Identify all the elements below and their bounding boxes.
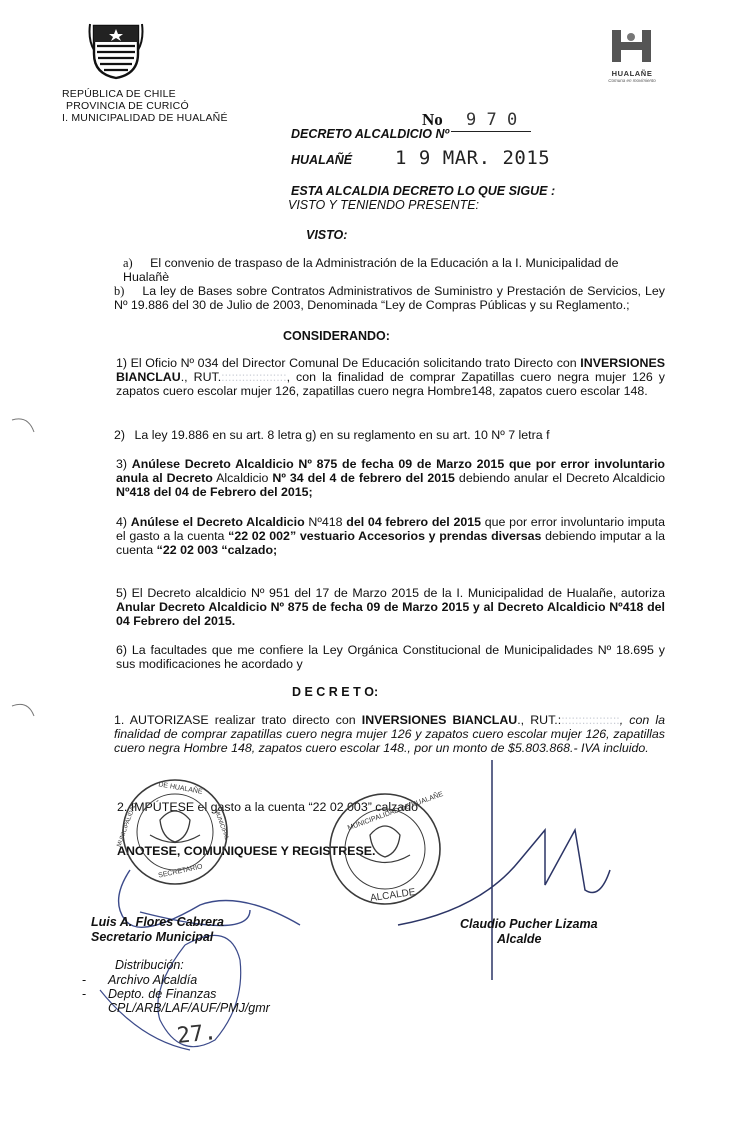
distribution-item-2: [82, 987, 270, 1001]
considerando-item-6: [116, 643, 665, 671]
distribution-item-2-text: Depto. de Finanzas: [108, 987, 217, 1001]
decree-number: 9 7 0: [466, 110, 518, 130]
secretary-name: Luis A. Flores Cabrera: [91, 915, 224, 929]
distribution-marker-1: -: [82, 973, 87, 987]
c3-bold-2: Nº 34 del 4 de febrero del 2015: [272, 471, 455, 486]
province-text: PROVINCIA DE CURICÓ: [66, 100, 189, 112]
c1-text-2: ., RUT.: [180, 370, 222, 385]
handwritten-note: 27.: [175, 1019, 218, 1050]
hualane-logo: [604, 28, 660, 84]
date-stamp: 1 9 MAR. 2015: [395, 147, 551, 169]
resolution-2: 2. IMPÚTESE el gasto a la cuenta “22 02 003” calzado: [117, 800, 418, 814]
logo-subtext: Comuna en movimiento: [608, 78, 656, 83]
left-stamp-side2: MUNICIPAL: [212, 808, 230, 842]
r1-text-3: , con la finalidad de comprar zapatillas cuero negra mujer 126 y zapatos cuero escolar mujer 126, zapatillas cuero negra Hombre 148, zapatos cuero escolar 148., por un monto de $5.803.868.- IVA incluido.: [114, 713, 665, 756]
considerando-item-1: [116, 356, 665, 399]
number-dash: [451, 131, 531, 132]
c3-text-2: debiendo anular el Decreto Alcaldicio: [454, 471, 665, 486]
visto-text-a: El convenio de traspaso de la Administración de la Educación a la I. Municipalidad de Hualañè: [123, 256, 619, 285]
hualane-logo-icon: [604, 28, 660, 64]
resolution-3: ANOTESE, COMUNIQUESE Y REGISTRESE.: [117, 844, 376, 858]
considerando-marker-6: 6): [116, 643, 128, 657]
no-mark: No: [422, 110, 443, 129]
r1-company: INVERSIONES BIANCLAU: [361, 713, 518, 727]
c3-text-1: Alcaldicio: [212, 471, 273, 486]
country-text: REPÚBLICA DE CHILE: [62, 88, 176, 100]
c1-text-1: El Oficio Nº 034 del Director Comunal De Educación solicitando trato Directo con: [130, 356, 581, 370]
heading-visto-teniendo: VISTO Y TENIENDO PRESENTE:: [288, 198, 480, 212]
considerando-marker-3: 3): [116, 457, 128, 471]
left-stamp-top: DE HUALAÑE: [157, 781, 204, 796]
mayor-signature: [398, 760, 610, 980]
coat-of-arms-icon: [88, 20, 144, 80]
c4-bold-4: “22 02 003 “calzado;: [156, 543, 278, 558]
considerando-item-3: [116, 457, 665, 500]
issuer-block: [62, 88, 228, 124]
c1-text-3: , con la finalidad de comprar Zapatillas cuero negra mujer 126 y zapatos cuero escolar mujer 126, zapatillas cuero negra Hombre148, zapatos cuero escolar 148.: [116, 370, 665, 399]
r1-rut-redacted: :::::::::::::::::: [561, 713, 620, 727]
c4-bold-1: Anúlese el Decreto Alcaldicio: [130, 515, 305, 529]
distribution-title: Distribución:: [115, 958, 184, 972]
c5-text-1: El Decreto alcaldicio Nº 951 del 17 de Marzo 2015 de la I. Municipalidad de Hualañe, autoriza: [131, 586, 665, 600]
c4-bold-2: del 04 febrero del 2015: [346, 515, 482, 529]
left-stamp-side1: MUNICIPALIDAD: [116, 802, 139, 848]
secretary-title: Secretario Municipal: [91, 930, 214, 944]
mayor-title: Alcalde: [497, 932, 542, 946]
considerando-title: CONSIDERANDO:: [283, 329, 390, 343]
distribution-marker-2: -: [82, 987, 87, 1001]
visto-text-b: La ley de Bases sobre Contratos Administrativos de Suministro y Prestación de Servicios, Ley Nº 19.886 del 30 de Julio de 2003, Denominada “Ley de Compras Públicas y su Reglamento.;: [114, 284, 665, 313]
place-text: HUALAÑÉ: [291, 153, 353, 167]
logo-text: HUALAÑE: [611, 69, 653, 78]
heading-decree: ESTA ALCALDIA DECRETO LO QUE SIGUE :: [291, 184, 556, 198]
visto-title: VISTO:: [306, 228, 348, 242]
considerando-item-5: [116, 586, 665, 629]
c3-bold-1: Anúlese Decreto Alcaldicio Nº 875 de fecha 09 de Marzo 2015 que por error involuntario anula al Decreto: [116, 457, 665, 486]
considerando-marker-2: 2): [114, 428, 126, 442]
decree-label: DECRETO ALCALDICIO Nº: [291, 127, 450, 141]
c4-text-1: Nº418: [304, 515, 347, 529]
visto-item-b: [114, 284, 665, 312]
c5-bold-1: Anular Decreto Alcaldicio Nº 875 de fecha 09 de Marzo 2015 y al Decreto Alcaldicio Nº418 del 04 Febrero del 2015.: [116, 600, 665, 629]
decreto-title: D E C R E T O:: [292, 685, 379, 699]
distribution-item-1-text: Archivo Alcaldía: [108, 973, 198, 987]
considerando-marker-5: 5): [116, 586, 128, 600]
right-stamp-top: MUNICIPALIDAD DE HUALAÑE: [346, 790, 445, 833]
distribution-list: [82, 973, 270, 1015]
visto-marker-a: a): [123, 256, 133, 270]
c3-bold-3: Nº418 del 04 de Febrero del 2015;: [116, 485, 313, 500]
c6-text: La facultades que me confiere la Ley Orgánica Constitucional de Municipalidades Nº 18.695 y sus modificaciones he acordado y: [116, 643, 665, 672]
c4-text-3: debiendo imputar a la cuenta: [116, 529, 665, 558]
c4-text-2: que por error involuntario imputa el gasto a la cuenta: [116, 515, 665, 544]
coat-of-arms-logo: [88, 20, 144, 80]
considerando-marker-4: 4): [116, 515, 128, 529]
resolution-1: [114, 713, 665, 756]
distribution-initials: CPL/ARB/LAF/AUF/PMJ/gmr: [108, 1001, 270, 1015]
visto-item-a: [123, 256, 665, 284]
distribution-item-1: [82, 973, 270, 987]
considerando-marker-1: 1): [116, 356, 128, 370]
considerando-item-4: [116, 515, 665, 558]
right-stamp-bottom: ALCALDE: [369, 886, 417, 905]
c1-rut-redacted: :::::::::::::::::::: [221, 370, 287, 385]
mayor-name: Claudio Pucher Lizama: [460, 917, 598, 931]
r1-text-2: ., RUT.:: [517, 713, 562, 727]
c4-bold-3: “22 02 002” vestuario Accesorios y prendas diversas: [228, 529, 542, 544]
c1-company: INVERSIONES BIANCLAU: [116, 356, 665, 385]
c2-text: La ley 19.886 en su art. 8 letra g) en su reglamento en su art. 10 Nº 7 letra f: [134, 428, 550, 442]
considerando-item-2: [114, 428, 663, 442]
r1-text-1: 1. AUTORIZASE realizar trato directo con: [114, 713, 362, 727]
visto-marker-b: b): [114, 284, 125, 298]
municipality-text: I. MUNICIPALIDAD DE HUALAÑÉ: [62, 112, 228, 124]
left-stamp-bottom: SECRETARIO: [157, 863, 204, 880]
